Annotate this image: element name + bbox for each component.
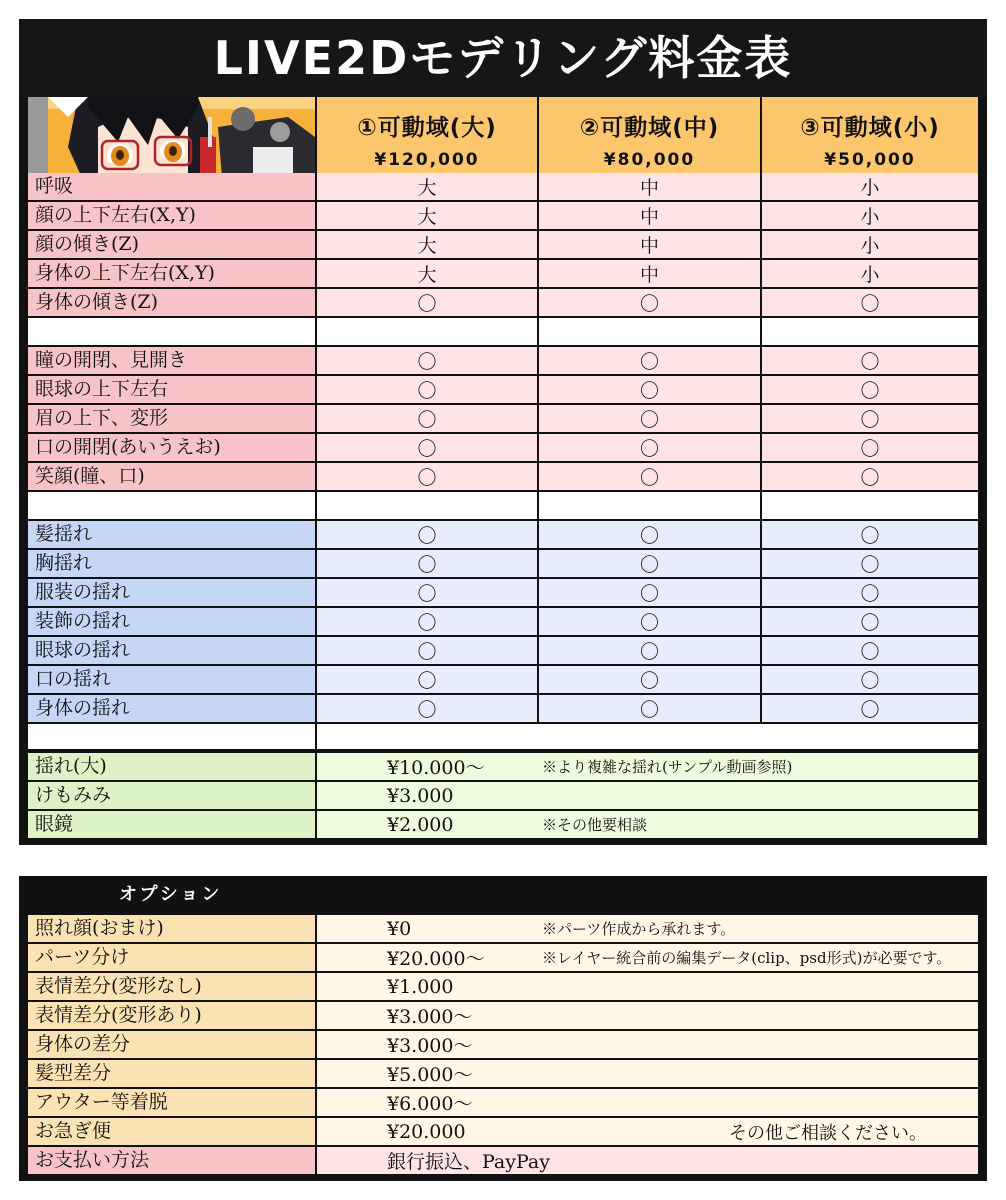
row-value: 〇 xyxy=(539,579,760,606)
row-value: 中 xyxy=(539,173,760,200)
option-price: ¥5.000～ xyxy=(387,1064,473,1086)
option-row xyxy=(19,1060,987,1087)
extra-label: 揺れ(大) xyxy=(28,753,315,780)
row-value: 〇 xyxy=(317,579,537,606)
option-price: ¥3.000～ xyxy=(387,1006,473,1028)
extra-row xyxy=(19,753,987,780)
table-row xyxy=(19,231,987,258)
table-row xyxy=(19,666,987,693)
row-label: 顔の傾き(Z) xyxy=(28,231,315,258)
tier-name: ②可動域(中) xyxy=(579,115,720,141)
options-table xyxy=(19,876,987,1181)
row-label: 身体の上下左右(X,Y) xyxy=(28,260,315,287)
row-value: 〇 xyxy=(762,521,978,548)
row-value: 中 xyxy=(539,231,760,258)
option-row xyxy=(19,1089,987,1116)
row-value: 大 xyxy=(317,231,537,258)
row-value: 〇 xyxy=(762,637,978,664)
row-value: 〇 xyxy=(762,463,978,490)
row-label: 眼球の上下左右 xyxy=(28,376,315,403)
tier-price: ¥50,000 xyxy=(824,150,916,170)
payment-row xyxy=(19,1147,987,1174)
extra-price: ¥2.000 xyxy=(387,813,454,836)
option-price: ¥0 xyxy=(387,917,412,940)
row-label: 口の開閉(あいうえお) xyxy=(28,434,315,461)
option-price: ¥1.000 xyxy=(387,975,454,998)
page-title: LIVE2Dモデリング料金表 xyxy=(19,19,987,97)
row-label: 身体の揺れ xyxy=(28,695,315,722)
row-label: 服装の揺れ xyxy=(28,579,315,606)
table-row xyxy=(19,202,987,229)
row-value: 〇 xyxy=(762,347,978,374)
options-title: オプション xyxy=(119,884,223,905)
price-table xyxy=(19,19,987,845)
option-label: 髪型差分 xyxy=(28,1060,315,1087)
tier-name: ③可動域(小) xyxy=(800,115,940,141)
row-value: 中 xyxy=(539,260,760,287)
row-value: 〇 xyxy=(539,463,760,490)
option-price: ¥6.000～ xyxy=(387,1093,473,1115)
row-value: 中 xyxy=(539,202,760,229)
option-row xyxy=(19,1118,987,1145)
row-label: 髪揺れ xyxy=(28,521,315,548)
row-label: 瞳の開閉、見開き xyxy=(28,347,315,374)
extra-label: けもみみ xyxy=(28,782,315,809)
table-row xyxy=(19,463,987,490)
option-price: ¥20.000～ xyxy=(387,948,485,970)
row-label: 眉の上下、変形 xyxy=(28,405,315,432)
option-note: その他ご相談ください。 xyxy=(729,1122,927,1144)
row-value: 〇 xyxy=(539,550,760,577)
option-label: 身体の差分 xyxy=(28,1031,315,1058)
table-row xyxy=(19,434,987,461)
row-value: 〇 xyxy=(539,666,760,693)
table-row xyxy=(19,260,987,287)
row-value: 〇 xyxy=(539,637,760,664)
row-value: 〇 xyxy=(539,521,760,548)
tier-price: ¥80,000 xyxy=(603,150,696,170)
extra-note: ※より複雑な揺れ(サンプル動画参照) xyxy=(542,758,793,776)
row-value: 〇 xyxy=(317,608,537,635)
option-label: アウター等着脱 xyxy=(28,1089,315,1116)
table-row xyxy=(19,521,987,548)
option-price: ¥3.000～ xyxy=(387,1035,473,1057)
row-value: 〇 xyxy=(539,608,760,635)
row-value: 〇 xyxy=(539,376,760,403)
extra-note: ※その他要相談 xyxy=(542,816,648,834)
extra-price: ¥3.000 xyxy=(387,784,454,807)
row-value: 大 xyxy=(317,260,537,287)
row-value: 小 xyxy=(762,202,978,229)
row-value: 〇 xyxy=(317,347,537,374)
table-row xyxy=(19,405,987,432)
row-label: 眼球の揺れ xyxy=(28,637,315,664)
table-row xyxy=(19,347,987,374)
extra-price: ¥10.000～ xyxy=(387,757,485,779)
row-value: 小 xyxy=(762,173,978,200)
row-value: 〇 xyxy=(317,376,537,403)
tier-name: ①可動域(大) xyxy=(357,115,497,141)
extra-row xyxy=(19,782,987,809)
spacer-row xyxy=(19,724,987,749)
row-value: 〇 xyxy=(539,289,760,316)
row-value: 〇 xyxy=(317,289,537,316)
row-value: 〇 xyxy=(317,695,537,722)
row-value: 〇 xyxy=(539,695,760,722)
row-label: 身体の傾き(Z) xyxy=(28,289,315,316)
row-label: 顔の上下左右(X,Y) xyxy=(28,202,315,229)
table-row xyxy=(19,550,987,577)
option-label: パーツ分け xyxy=(28,944,315,971)
option-row xyxy=(19,1031,987,1058)
table-row xyxy=(19,637,987,664)
option-label: 表情差分(変形あり) xyxy=(28,1002,315,1029)
table-row xyxy=(19,695,987,722)
extra-label: 眼鏡 xyxy=(28,811,315,838)
spacer-row xyxy=(19,318,987,345)
row-value: 〇 xyxy=(762,550,978,577)
row-value: 〇 xyxy=(762,434,978,461)
row-value: 〇 xyxy=(762,666,978,693)
row-value: 〇 xyxy=(539,434,760,461)
row-value: 〇 xyxy=(762,579,978,606)
table-row xyxy=(19,173,987,200)
option-row xyxy=(19,915,987,942)
row-label: 呼吸 xyxy=(28,173,315,200)
option-price: ¥20.000 xyxy=(387,1120,466,1143)
payment-value: 銀行振込、PayPay xyxy=(387,1151,550,1173)
row-value: 〇 xyxy=(762,376,978,403)
row-label: 笑顔(瞳、口) xyxy=(28,463,315,490)
extra-row xyxy=(19,811,987,838)
row-value: 〇 xyxy=(762,289,978,316)
tier-price: ¥120,000 xyxy=(374,150,480,170)
table-row xyxy=(19,289,987,316)
row-value: 〇 xyxy=(317,550,537,577)
row-value: 〇 xyxy=(317,405,537,432)
row-value: 〇 xyxy=(762,608,978,635)
row-value: 大 xyxy=(317,202,537,229)
row-value: 〇 xyxy=(539,347,760,374)
payment-label: お支払い方法 xyxy=(28,1147,315,1174)
row-label: 口の揺れ xyxy=(28,666,315,693)
row-value: 〇 xyxy=(317,666,537,693)
option-label: 照れ顔(おまけ) xyxy=(28,915,315,942)
row-value: 〇 xyxy=(317,463,537,490)
row-value: 〇 xyxy=(762,695,978,722)
option-note: ※パーツ作成から承れます。 xyxy=(542,920,736,938)
option-label: 表情差分(変形なし) xyxy=(28,973,315,1000)
row-value: 〇 xyxy=(317,434,537,461)
row-label: 胸揺れ xyxy=(28,550,315,577)
row-value: 大 xyxy=(317,173,537,200)
row-value: 〇 xyxy=(539,405,760,432)
table-row xyxy=(19,608,987,635)
row-value: 小 xyxy=(762,231,978,258)
spacer-row xyxy=(19,492,987,519)
option-row xyxy=(19,944,987,971)
table-row xyxy=(19,376,987,403)
row-label: 装飾の揺れ xyxy=(28,608,315,635)
row-value: 〇 xyxy=(317,521,537,548)
row-value: 〇 xyxy=(762,405,978,432)
row-value: 〇 xyxy=(317,637,537,664)
option-note: ※レイヤー統合前の編集データ(clip、psd形式)が必要です。 xyxy=(542,949,952,967)
option-label: お急ぎ便 xyxy=(28,1118,315,1145)
table-row xyxy=(19,579,987,606)
row-value: 小 xyxy=(762,260,978,287)
option-row xyxy=(19,973,987,1000)
option-row xyxy=(19,1002,987,1029)
